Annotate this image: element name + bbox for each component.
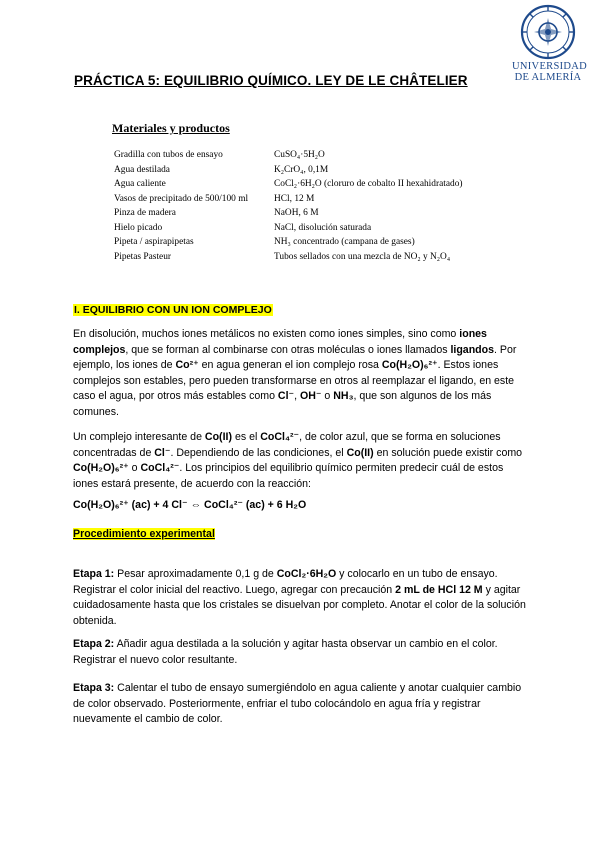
text-run: . Por ejemplo, los iones de [73, 343, 517, 372]
material-item: Agua destilada [114, 164, 170, 175]
bold-term: CoCl₂·6H₂O [276, 568, 337, 580]
logo-line-1: UNIVERSIDAD [512, 61, 588, 72]
material-item: Pinza de madera [114, 208, 176, 218]
step-label: Etapa 3: [73, 682, 115, 694]
product-item: HCl, 12 M [274, 193, 315, 204]
text-run: o [321, 390, 334, 403]
text-run: En disolución, muchos iones metálicos no existen como iones simples, sino como [73, 328, 460, 340]
text-run: . Estos iones complejos son estables, pero pueden transformarse en otros al reemplazar el ligando, en este caso el agua, por otros más estables como [73, 359, 515, 403]
step-label: Etapa 1: [73, 568, 115, 580]
section-heading: I. EQUILIBRIO CON UN ION COMPLEJO [74, 304, 272, 316]
product-item: CuSO₄·5H₂O [274, 150, 325, 160]
product-item: CoCl₂·6H₂O (cloruro de cobalto II hexahidratado) [274, 179, 463, 189]
bold-term: Co(H₂O)₆²⁺ [381, 359, 438, 372]
bold-term: 2 mL de HCl 12 M [395, 583, 483, 596]
bold-term: Cl⁻ [154, 446, 171, 459]
bold-term: Co²⁺ [175, 359, 199, 372]
bold-term: Cl⁻ [277, 390, 295, 403]
bold-term: ligandos [450, 343, 495, 356]
etapa-3-paragraph [73, 681, 527, 728]
page-title: PRÁCTICA 5: EQUILIBRIO QUÍMICO. LEY DE LE CHÂTELIER [74, 73, 468, 88]
text-run: en solución puede existir como [373, 446, 523, 459]
material-item: Agua caliente [114, 179, 166, 189]
bold-term: OH⁻ [300, 390, 322, 403]
text-run: . Dependiendo de las condiciones, el [170, 446, 347, 459]
bold-term: iones complejos [73, 328, 487, 356]
text-run: , de color azul, que se forma en soluciones concentradas de [73, 431, 501, 459]
text-run: y agitar cuidadosamente hasta que los cristales se disuelvan por completo. Anotar el color de la solución obtenida. [73, 583, 526, 627]
text-run: Añadir agua destilada a la solución y agitar hasta observar un cambio en el color. Registrar el nuevo color resultante. [73, 638, 498, 666]
product-item: NaOH, 6 M [274, 208, 319, 218]
text-run: en agua generan el ion complejo rosa [198, 359, 382, 372]
material-item: Pipetas Pasteur [114, 251, 172, 262]
material-item: Vasos de precipitado de 500/100 ml [114, 193, 249, 204]
material-item: Pipeta / aspirapipetas [114, 237, 194, 247]
text-run: es el [232, 431, 261, 443]
material-item: Gradilla con tubos de ensayo [114, 150, 223, 160]
text-run: y colocarlo en un tubo de ensayo. Registrar el color inicial del reactivo. Luego, agregar con precaución [73, 568, 498, 596]
intro-paragraph [73, 327, 527, 421]
product-item: Tubos sellados con una mezcla de NO₂ y N₂O₄ [274, 251, 451, 262]
logo-line-2: DE ALMERÍA [514, 72, 582, 83]
complex-paragraph [73, 430, 527, 492]
bold-term: Co(II) [346, 446, 374, 459]
product-item: NH₃ concentrado (campana de gases) [274, 237, 415, 247]
procedure-heading: Procedimiento experimental [73, 528, 215, 540]
text-run: , [294, 390, 300, 403]
text-run: , que se forman al combinarse con otras moléculas o iones llamados [125, 343, 451, 356]
bold-term: Co(II) [204, 431, 232, 443]
product-item: NaCl, disolución saturada [274, 222, 372, 233]
text-run: Pesar aproximadamente 0,1 g de [114, 568, 277, 580]
text-run: Calentar el tubo de ensayo sumergiéndolo en agua caliente y anotar cualquier cambio de color observado. Posteriormente, enfriar el tubo colocándolo en agua fría y registrar nuevamente el cambio de color. [73, 682, 522, 726]
etapa-2-paragraph [73, 637, 527, 668]
bold-term: CoCl₄²⁻ [140, 462, 180, 475]
text-run: , que son algunos de los más comunes. [73, 390, 492, 418]
reaction-equation: Co(H₂O)₆²⁺ (ac) + 4 Cl⁻ ⇔ CoCl₄²⁻ (ac) + 6 H₂O [73, 499, 307, 511]
bold-term: NH₃ [333, 390, 354, 403]
text-run: . Los principios del equilibrio químico permiten predecir cuál de estos iones estará presente, de acuerdo con la reacción: [73, 462, 504, 490]
university-logo [512, 4, 588, 83]
text-run: o [128, 462, 141, 475]
step-label: Etapa 2: [73, 638, 115, 650]
material-item: Hielo picado [114, 222, 163, 233]
bold-term: Co(H₂O)₆²⁺ [73, 462, 129, 475]
university-seal-icon [520, 4, 576, 60]
etapa-1-paragraph [73, 567, 527, 629]
product-item: K₂CrO₄, 0,1M [274, 164, 329, 175]
text-run: Un complejo interesante de [73, 431, 205, 443]
materials-heading: Materiales y productos [112, 121, 230, 135]
bold-term: CoCl₄²⁻ [260, 431, 300, 443]
